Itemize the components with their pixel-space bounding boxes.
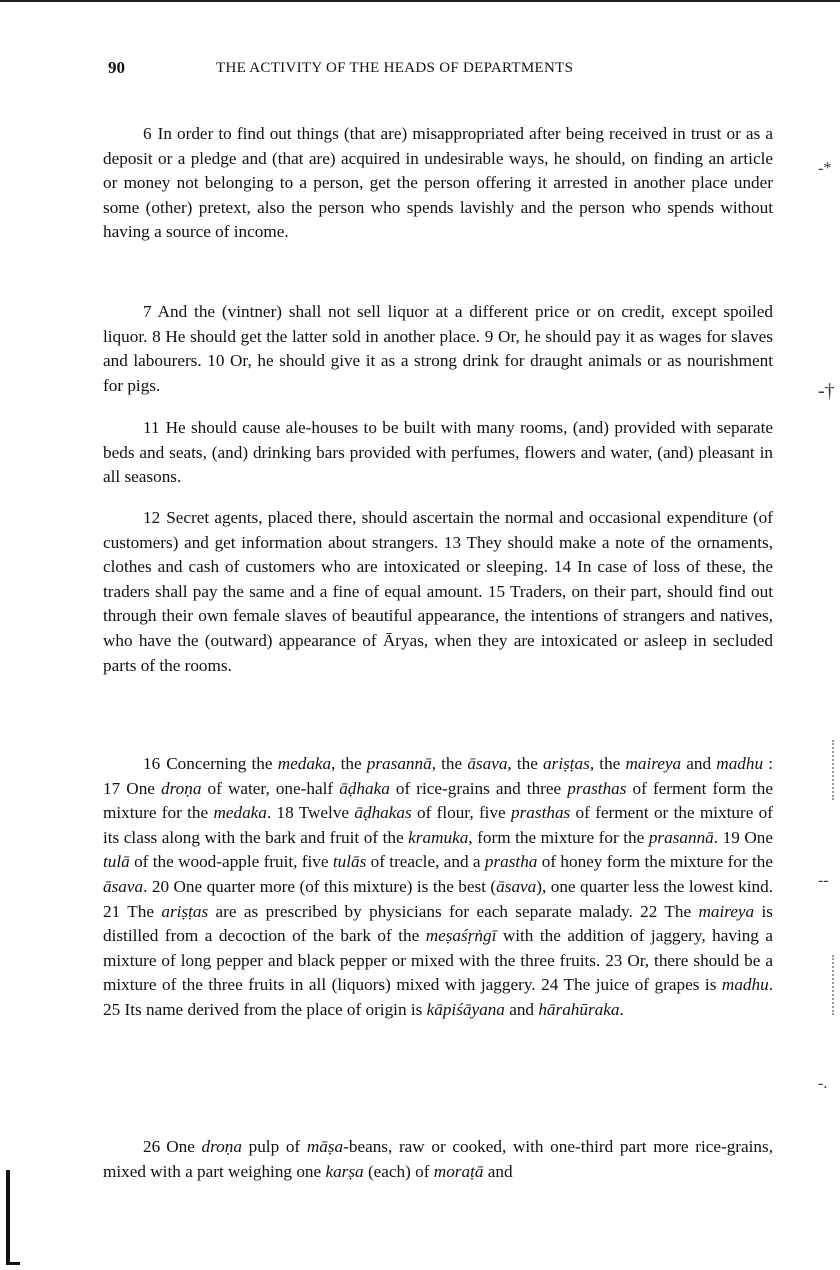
italic-term: madhu — [716, 754, 764, 773]
text-segment: and — [681, 754, 717, 773]
text-segment: : 17 One — [103, 754, 774, 798]
text-segment: -beans, raw or cooked, with one-third part more rice-grains, mixed with a part weighing one — [103, 1137, 774, 1181]
margin-mark: -. — [818, 1075, 828, 1092]
italic-term: maireya — [625, 754, 682, 773]
italic-term: āsava — [496, 876, 537, 896]
text-segment: . 20 One quarter more (of this mixture) is the best ( — [143, 876, 497, 896]
paragraph-text — [103, 1137, 773, 1181]
margin-mark: -† — [818, 380, 835, 402]
text-segment: , the — [507, 754, 544, 773]
text-segment: pulp of — [241, 1137, 307, 1156]
italic-term: āsava — [467, 754, 508, 773]
text-segment: . — [619, 999, 624, 1019]
paragraph-11 — [103, 416, 773, 490]
margin-dotted-line — [832, 955, 836, 1015]
italic-term: prasthas — [511, 803, 571, 823]
text-segment: , form the mixture for the — [468, 827, 649, 847]
italic-term: āsava — [103, 876, 144, 896]
text-segment: One — [166, 1137, 202, 1156]
italic-term: āḍhaka — [339, 778, 390, 798]
text-segment: ), one quarter less the lowest kind. 21 The — [103, 876, 774, 921]
paragraph-7 — [103, 300, 773, 398]
running-head: THE ACTIVITY OF THE HEADS OF DEPARTMENTS — [216, 60, 574, 76]
scan-edge-mark-bottom — [6, 1262, 20, 1265]
text-segment: of the wood-apple fruit, five — [129, 852, 333, 872]
text-segment: and — [504, 999, 539, 1019]
italic-term: tulā — [103, 852, 130, 872]
italic-term: kramuka — [408, 827, 469, 847]
paragraph-text: He should cause ale-houses to be built with many rooms, (and) provided with separate beds and seats, (and) drinking bars provided with perfumes, flowers and water, (and) pleasant in all seasons. — [103, 418, 773, 487]
italic-term: tulās — [332, 852, 367, 872]
margin-mark: -* — [818, 160, 832, 177]
paragraph-16 — [103, 752, 773, 1023]
italic-term: moraṭā — [433, 1161, 484, 1181]
italic-term: madhu — [721, 975, 769, 995]
italic-term: māṣa — [306, 1137, 344, 1156]
text-segment: (each) of — [363, 1161, 434, 1181]
text-segment: , the — [431, 754, 468, 773]
text-segment: of ferment form the mixture for the — [103, 778, 773, 823]
paragraph-text — [103, 754, 773, 1019]
text-segment: . 25 Its name derived from the place of origin is — [103, 975, 773, 1019]
italic-term: kāpiśāyana — [426, 999, 505, 1019]
text-segment: . 18 Twelve — [266, 803, 355, 823]
text-segment: of rice-grains and three — [389, 778, 568, 798]
text-segment: , the — [331, 754, 367, 773]
italic-term: droṇa — [201, 1137, 242, 1156]
text-segment: are as prescribed by physicians for each separate malady. 22 The — [208, 901, 699, 921]
text-segment: of water, one-half — [201, 778, 340, 798]
italic-term: droṇa — [161, 778, 202, 798]
text-segment: of treacle, and a — [366, 852, 485, 872]
italic-term: āḍhakas — [354, 803, 412, 823]
italic-term: meṣaśṛṅgī — [425, 926, 497, 946]
scan-top-border — [0, 0, 840, 2]
italic-term: medaka — [277, 754, 332, 773]
page-number: 90 — [108, 58, 125, 77]
paragraph-26 — [103, 1135, 773, 1184]
italic-term: hārahūraka — [538, 999, 620, 1019]
text-segment: is distilled from a decoction of the bark of the — [103, 901, 773, 946]
italic-term: maireya — [698, 901, 755, 921]
text-segment: of honey form the mixture for the — [537, 852, 773, 872]
text-segment: of ferment or the mixture of its class along with the bark and fruit of the — [103, 803, 773, 847]
paragraph-number: 12 — [143, 508, 161, 527]
italic-term: prasannā — [648, 827, 714, 847]
paragraph-number: 7 — [143, 302, 152, 321]
paragraph-12 — [103, 506, 773, 678]
paragraph-number: 6 — [143, 124, 152, 143]
italic-term: ariṣṭas — [161, 901, 209, 921]
text-segment: with the addition of jaggery, having a mixture of long pepper and black pepper or mixed with the three fruits. 23 Or, there should be a mixture of the three fruits in all (liquors) mixed with jaggery. 24 The juice of grapes is — [103, 926, 774, 995]
margin-mark: -- — [818, 872, 829, 889]
italic-term: karṣa — [325, 1161, 364, 1181]
scan-edge-mark — [6, 1170, 10, 1265]
paragraph-number: 16 — [143, 754, 161, 773]
paragraph-text: And the (vintner) shall not sell liquor at a different price or on credit, except spoiled liquor. 8 He should get the latter sold in another place. 9 Or, he should pay it as wages for slaves and labourers. 10 Or, he should give it as a strong drink for draught animals or as nourishment for pigs. — [103, 302, 773, 395]
italic-term: prasthas — [567, 778, 627, 798]
text-segment: and — [483, 1161, 513, 1181]
paragraph-text: In order to find out things (that are) misappropriated after being received in trust or as a deposit or a pledge and (that are) acquired in undesirable ways, he should, on finding an article or money not belonging to a person, get the person offering it arrested in another place under some (other) pretext, also the person who spends lavishly and the person who spends without having a source of income. — [103, 124, 773, 242]
italic-term: prasannā — [366, 754, 432, 773]
text-segment: of flour, five — [411, 803, 512, 823]
italic-term: ariṣṭas — [543, 754, 590, 773]
paragraph-number: 26 — [143, 1137, 161, 1156]
text-segment: Concerning the — [166, 754, 278, 773]
italic-term: prastha — [484, 852, 538, 872]
text-segment: , the — [589, 754, 626, 773]
text-segment: . 19 One — [713, 827, 774, 847]
paragraph-6 — [103, 122, 773, 245]
italic-term: medaka — [213, 803, 267, 823]
paragraph-number: 11 — [143, 418, 160, 437]
margin-dotted-line — [832, 740, 836, 800]
paragraph-text: Secret agents, placed there, should ascertain the normal and occasional expenditure (of customers) and get information about strangers. 13 They should make a note of the ornaments, clothes and cash of customers who are intoxicated or sleeping. 14 In case of loss of these, the traders shall pay the same and a fine of equal amount. 15 Traders, on their part, should find out through their own female slaves of beautiful appearance, the intentions of strangers and natives, who have the (outward) appearance of Āryas, when they are intoxicated or asleep in secluded parts of the rooms. — [103, 508, 773, 675]
